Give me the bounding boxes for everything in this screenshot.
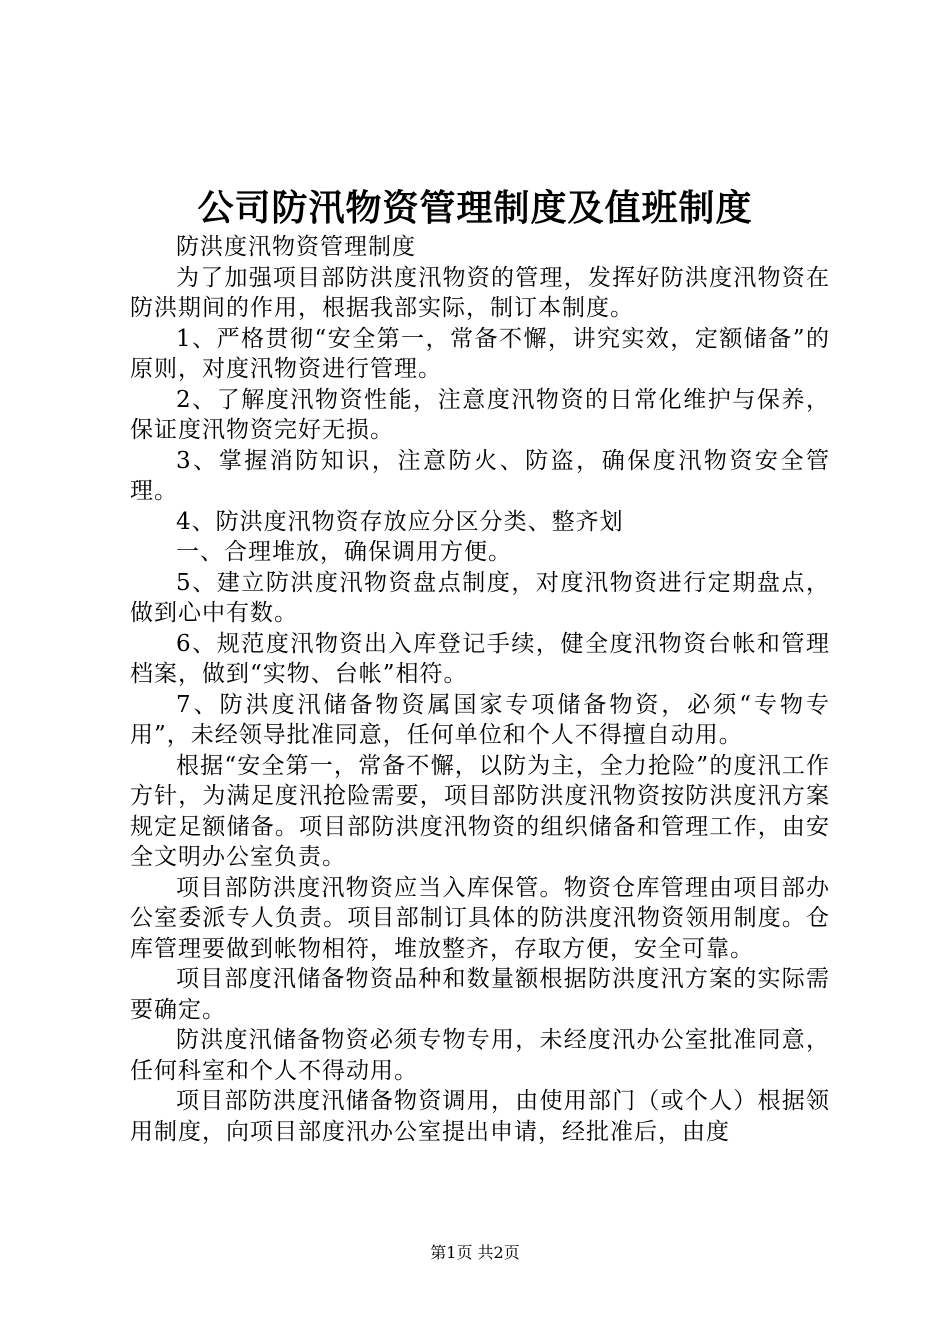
page-footer: 第1页 共2页	[430, 1243, 520, 1262]
paragraph: 一、合理堆放，确保调用方便。	[176, 539, 512, 565]
paragraph: 7、防洪度汛储备物资属国家专项储备物资，必须“专物专用”，未经领导批准同意，任何单位和个人不得擅自动用。	[130, 691, 830, 748]
section-heading: 防洪度汛物资管理制度	[176, 234, 416, 260]
paragraph: 项目部防洪度汛储备物资调用，由使用部门（或个人）根据领用制度，向项目部度汛办公室提出申请，经批准后，由度	[130, 1088, 830, 1145]
paragraph: 根据“安全第一，常备不懈，以防为主，全力抢险”的度汛工作方针，为满足度汛抢险需要，项目部防洪度汛物资按防洪度汛方案规定足额储备。项目部防洪度汛物资的组织储备和管理工作，由安全文明办公室负责。	[130, 752, 830, 870]
paragraph: 防洪度汛储备物资必须专物专用，未经度汛办公室批准同意，任何科室和个人不得动用。	[130, 1027, 830, 1084]
paragraph: 6、规范度汛物资出入库登记手续，健全度汛物资台帐和管理档案，做到“实物、台帐”相符。	[130, 630, 830, 687]
paragraph: 5、建立防洪度汛物资盘点制度，对度汛物资进行定期盘点，做到心中有数。	[130, 569, 830, 626]
paragraph: 3、掌握消防知识，注意防火、防盗，确保度汛物资安全管理。	[130, 447, 830, 504]
paragraph: 2、了解度汛物资性能，注意度汛物资的日常化维护与保养，保证度汛物资完好无损。	[130, 386, 830, 443]
paragraph: 项目部防洪度汛物资应当入库保管。物资仓库管理由项目部办公室委派专人负责。项目部制订具体的防洪度汛物资领用制度。仓库管理要做到帐物相符，堆放整齐，存取方便，安全可靠。	[130, 874, 830, 962]
paragraph: 1、严格贯彻“安全第一，常备不懈，讲究实效，定额储备”的原则，对度汛物资进行管理。	[130, 325, 830, 382]
document-title: 公司防汛物资管理制度及值班制度	[197, 187, 753, 229]
paragraph: 为了加强项目部防洪度汛物资的管理，发挥好防洪度汛物资在防洪期间的作用，根据我部实际，制订本制度。	[130, 264, 830, 321]
paragraph: 4、防洪度汛物资存放应分区分类、整齐划	[176, 508, 624, 535]
paragraph: 项目部度汛储备物资品种和数量额根据防洪度汛方案的实际需要确定。	[130, 966, 830, 1023]
document-body	[130, 232, 830, 1147]
